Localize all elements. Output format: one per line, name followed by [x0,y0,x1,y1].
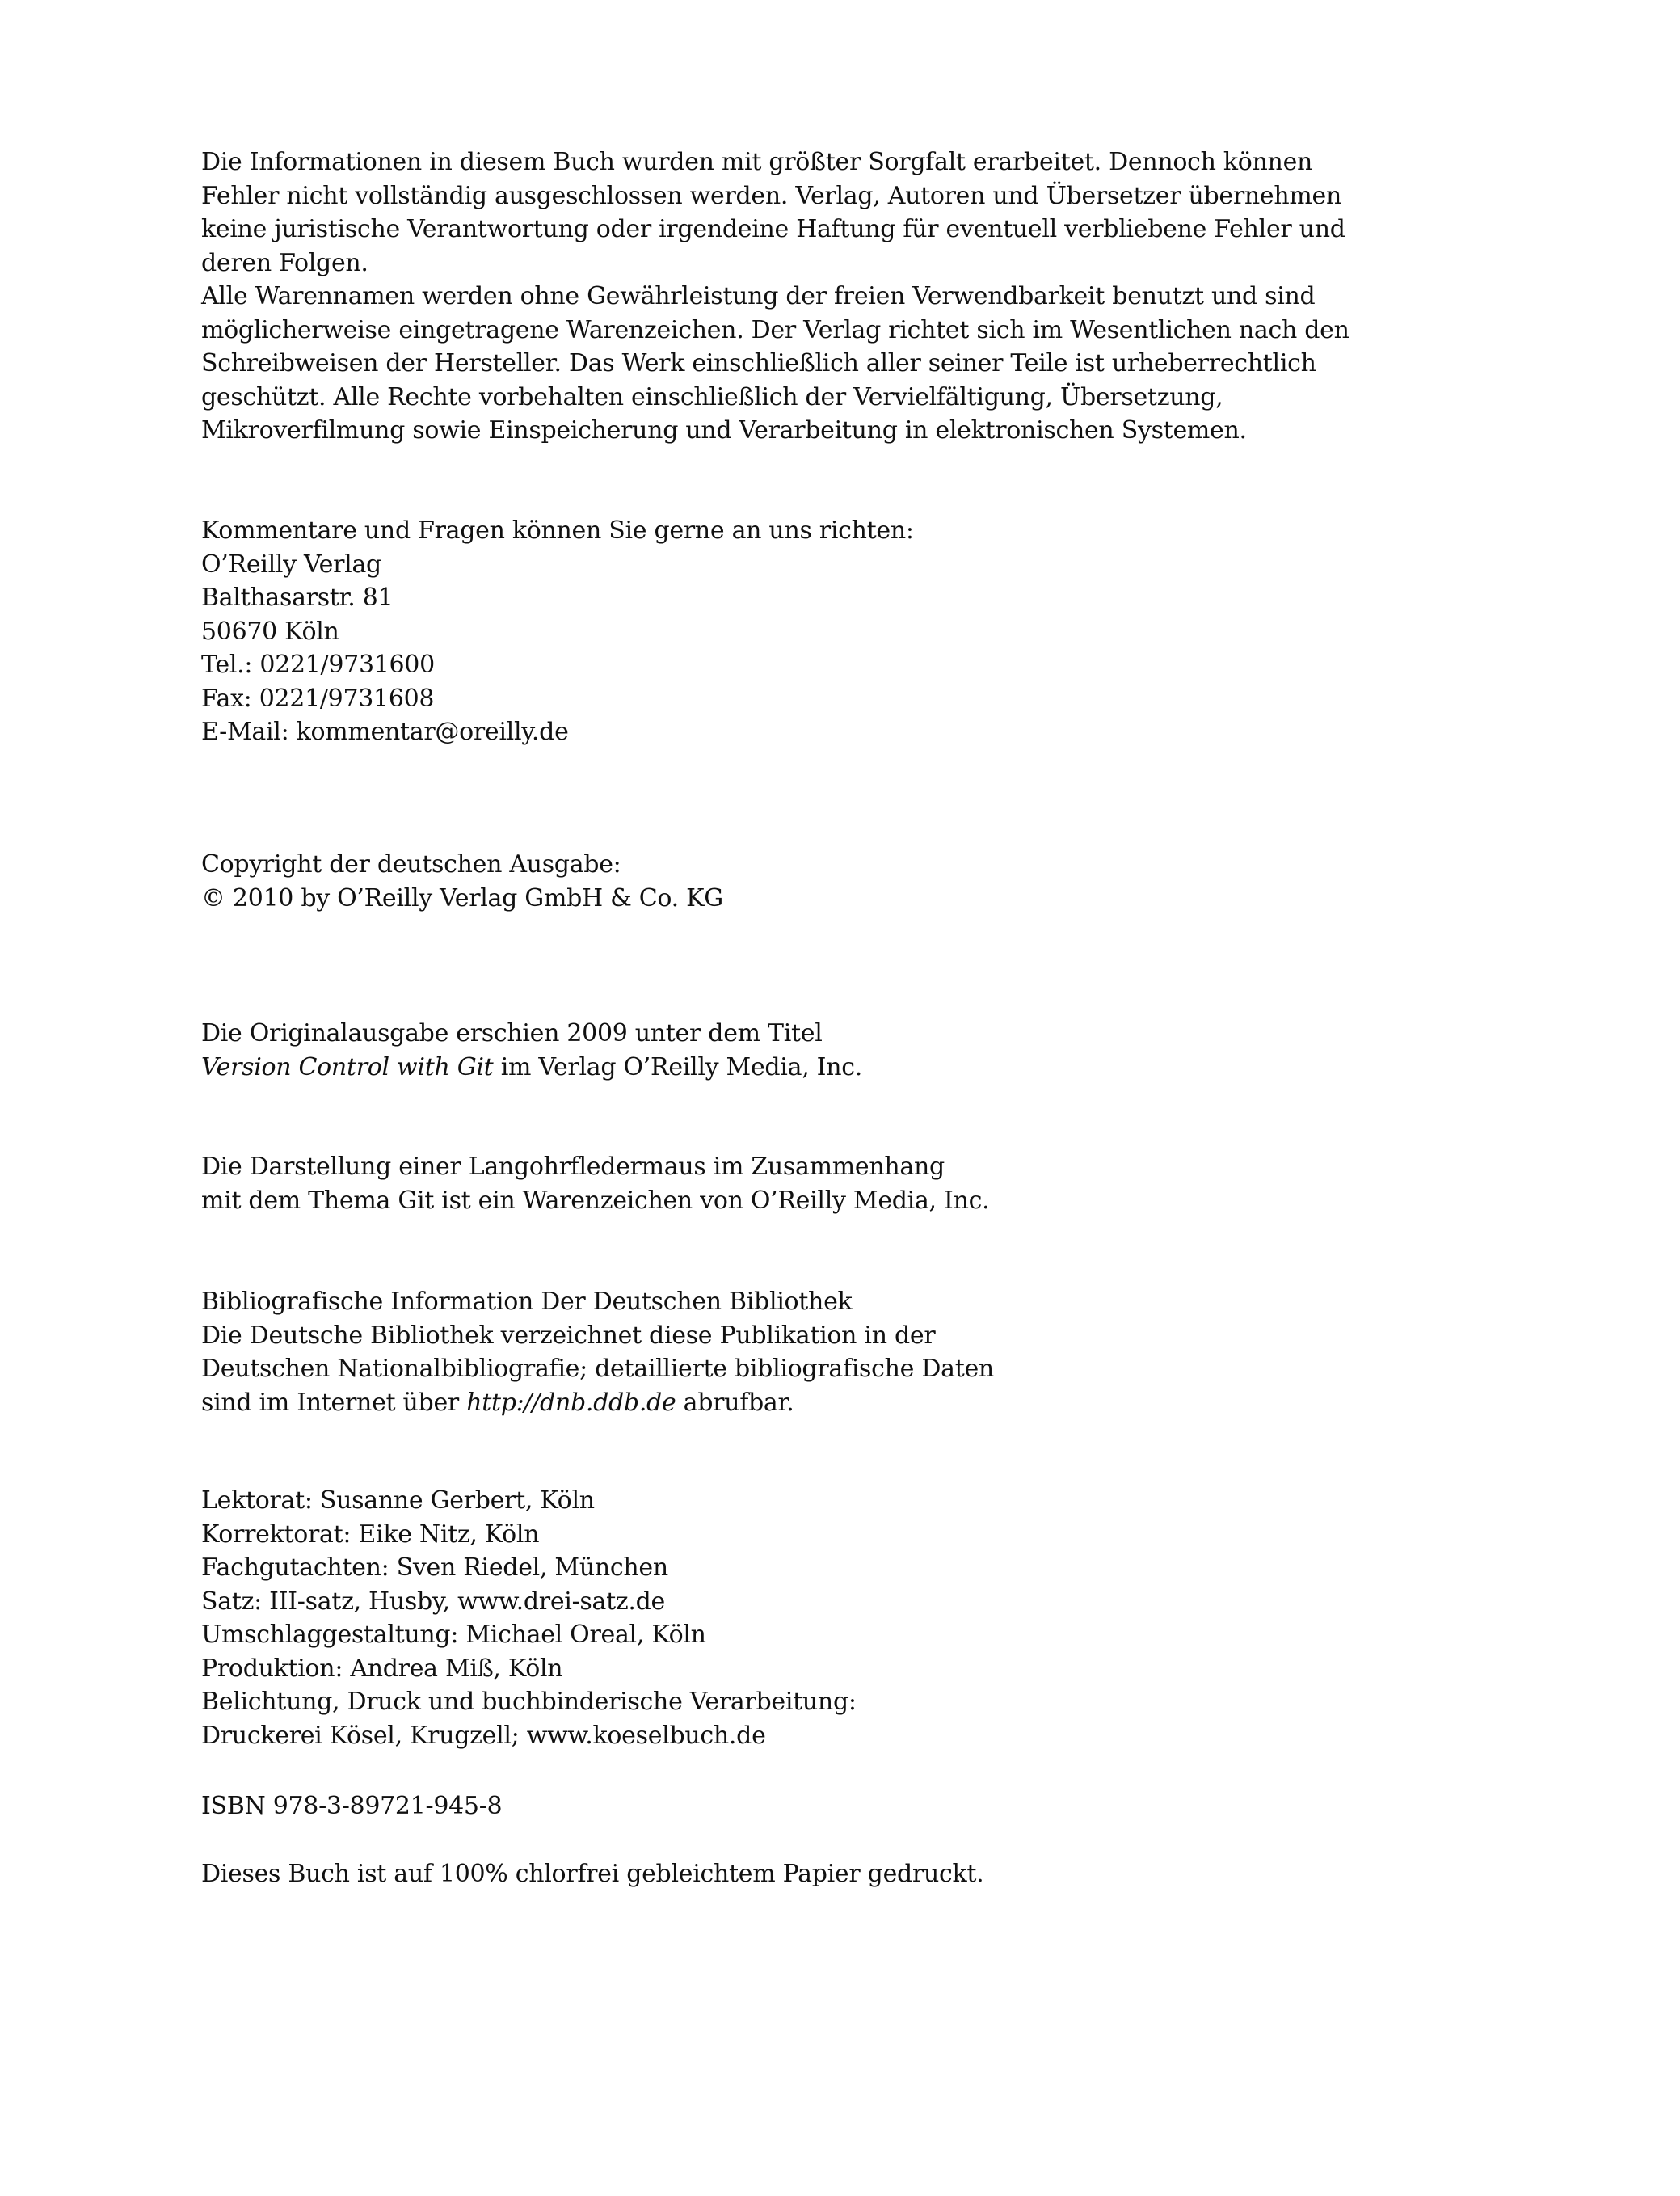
original-title: Version Control with Git [201,1052,494,1081]
bibliography-line: Deutschen Nationalbibliografie; detaillierte bibliografische Daten [201,1355,994,1383]
bibliography-url-link[interactable]: http://dnb.ddb.de [466,1388,676,1417]
isbn-text: ISBN 978-3-89721-945-8 [201,1792,503,1820]
credit-line: Belichtung, Druck und buchbinderische Verarbeitung: [201,1688,857,1716]
disclaimer-paragraph [201,145,1510,448]
disclaimer-line: deren Folgen. [201,248,368,277]
paper-note-text: Dieses Buch ist auf 100% chlorfrei gebleichtem Papier gedruckt. [201,1860,984,1888]
contact-block [201,514,1510,749]
credit-line: Druckerei Kösel, Krugzell; www.koeselbuch.de [201,1721,766,1750]
disclaimer-line: Die Informationen in diesem Buch wurden mit größter Sorgfalt erarbeitet. Dennoch können [201,148,1313,176]
credit-line: Umschlaggestaltung: Michael Oreal, Köln [201,1621,706,1649]
credits-block [201,1484,1510,1752]
disclaimer-line: geschützt. Alle Rechte vorbehalten einschließlich der Vervielfältigung, Übersetzung, [201,382,1223,411]
copyright-block [201,848,1510,915]
isbn-line [201,1789,1510,1823]
original-edition-block [201,1017,1510,1084]
paper-note [201,1857,1510,1891]
bibliography-line: Die Deutsche Bibliothek verzeichnet diese Publikation in der [201,1321,936,1350]
credit-line: Lektorat: Susanne Gerbert, Köln [201,1486,595,1515]
bibliography-url-prefix: sind im Internet über [201,1388,467,1417]
bibliography-block [201,1285,1510,1419]
credit-line: Korrektorat: Eike Nitz, Köln [201,1519,540,1549]
disclaimer-line: Fehler nicht vollständig ausgeschlossen werden. Verlag, Autoren und Übersetzer übernehmen [201,181,1342,210]
trademark-block [201,1150,1510,1217]
copyright-line: © 2010 by O’Reilly Verlag GmbH & Co. KG [201,883,723,913]
bibliography-url-suffix: abrufbar. [676,1388,794,1417]
credit-line: Produktion: Andrea Miß, Köln [201,1654,563,1683]
contact-email: E-Mail: kommentar@oreilly.de [201,718,569,746]
disclaimer-line: möglicherweise eingetragene Warenzeichen. Der Verlag richtet sich im Wesentlichen nach den [201,315,1349,344]
contact-publisher: O’Reilly Verlag [201,550,381,579]
contact-city: 50670 Köln [201,617,339,646]
disclaimer-line: Schreibweisen der Hersteller. Das Werk einschließlich aller seiner Teile ist urheberrechtlich [201,349,1316,377]
bibliography-heading: Bibliografische Information Der Deutschen Bibliothek [201,1288,853,1316]
original-publisher-text: im Verlag O’Reilly Media, Inc. [493,1052,862,1081]
trademark-line: mit dem Thema Git ist ein Warenzeichen von O’Reilly Media, Inc. [201,1186,990,1215]
contact-intro: Kommentare und Fragen können Sie gerne an uns richten: [201,516,914,545]
bibliography-url-line [201,1386,1510,1420]
contact-street: Balthasarstr. 81 [201,584,394,612]
trademark-line: Die Darstellung einer Langohrfledermaus im Zusammenhang [201,1153,945,1181]
disclaimer-line: keine juristische Verantwortung oder irgendeine Haftung für eventuell verbliebene Fehler und [201,215,1345,243]
disclaimer-line: Mikroverfilmung sowie Einspeicherung und Verarbeitung in elektronischen Systemen. [201,416,1247,445]
credit-line: Satz: III-satz, Husby, www.drei-satz.de [201,1587,665,1616]
original-edition-line: Die Originalausgabe erschien 2009 unter dem Titel [201,1019,823,1047]
copyright-heading: Copyright der deutschen Ausgabe: [201,850,621,879]
original-title-line [201,1051,1510,1085]
contact-phone: Tel.: 0221/9731600 [201,651,435,679]
credit-line: Fachgutachten: Sven Riedel, München [201,1553,668,1582]
contact-fax: Fax: 0221/9731608 [201,684,435,713]
disclaimer-line: Alle Warennamen werden ohne Gewährleistung der freien Verwendbarkeit benutzt und sind [201,282,1316,310]
